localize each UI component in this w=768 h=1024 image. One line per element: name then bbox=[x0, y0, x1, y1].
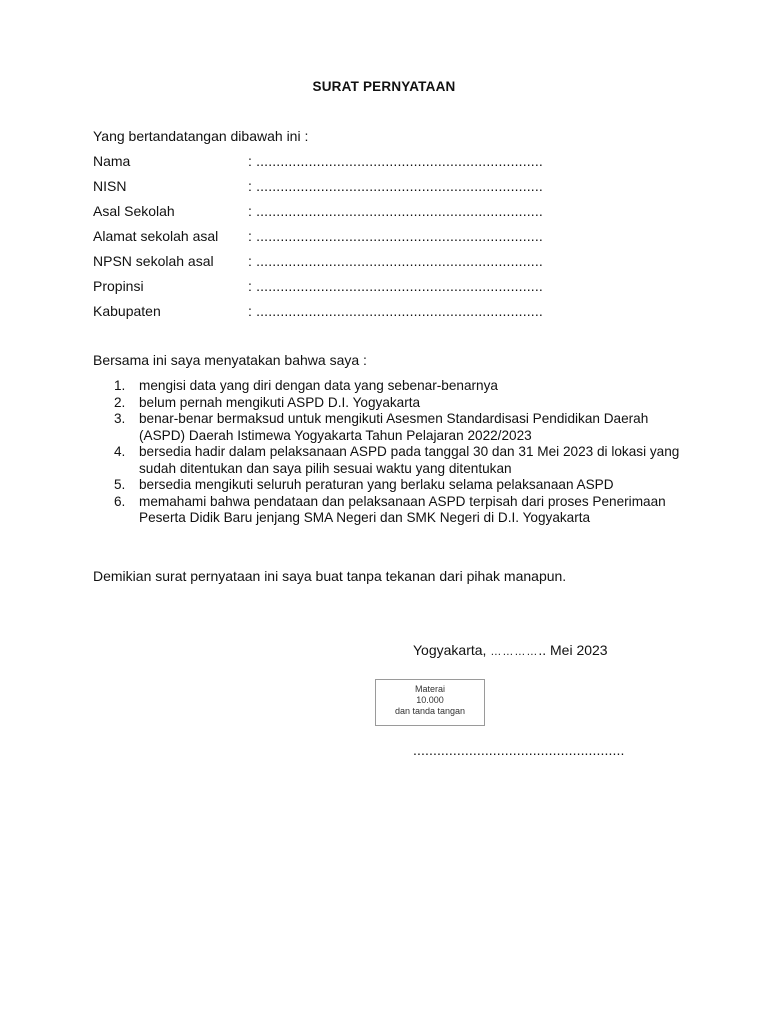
place-date bbox=[413, 642, 608, 658]
list-number: 4. bbox=[114, 444, 126, 459]
field-label: Propinsi bbox=[93, 278, 144, 294]
field-label: NISN bbox=[93, 178, 127, 194]
stamp-line: 10.000 bbox=[416, 695, 444, 705]
list-number: 1. bbox=[114, 378, 126, 393]
date-dots: ………… bbox=[490, 646, 539, 658]
stamp-line: dan tanda tangan bbox=[394, 706, 466, 716]
closing-text: Demikian surat pernyataan ini saya buat tanpa tekanan dari pihak manapun. bbox=[93, 568, 567, 584]
list-item bbox=[93, 395, 693, 412]
list-item bbox=[93, 477, 693, 494]
list-text: memahami bahwa pendataan dan pelaksanaan ASPD terpisah dari proses Penerimaan Peserta Didik Baru jenjang SMA Negeri dan SMK Negeri di D.I. Yogyakarta bbox=[139, 493, 666, 525]
list-item bbox=[93, 494, 693, 527]
field-label: Alamat sekolah asal bbox=[93, 228, 219, 244]
field-label: Nama bbox=[93, 153, 131, 169]
list-number: 6. bbox=[114, 493, 126, 509]
stamp-box bbox=[375, 679, 485, 726]
list-text: bersedia hadir dalam pelaksanaan ASPD pada tanggal 30 dan 31 Mei 2023 di lokasi yang sudah ditentukan dan saya pilih sesuai waktu yang ditentukan bbox=[139, 444, 680, 476]
field-value: : ....................................................................... bbox=[248, 253, 543, 269]
list-text: mengisi data yang diri dengan data yang sebenar-benarnya bbox=[139, 378, 498, 393]
intro-text: Yang bertandatangan dibawah ini : bbox=[93, 128, 309, 144]
list-item bbox=[93, 378, 693, 395]
list-item bbox=[93, 444, 693, 477]
date-suffix: .. Mei 2023 bbox=[538, 642, 608, 658]
list-number: 5. bbox=[114, 477, 126, 492]
list-number: 2. bbox=[114, 394, 126, 410]
field-label: Kabupaten bbox=[93, 303, 161, 319]
field-value: : ....................................................................... bbox=[248, 228, 543, 244]
field-value: : ....................................................................... bbox=[248, 153, 543, 169]
field-value: : ....................................................................... bbox=[248, 203, 543, 219]
list-text: benar-benar bermaksud untuk mengikuti Asesmen Standardisasi Pendidikan Daerah (ASPD) Daerah Istimewa Yogyakarta Tahun Pelajaran 2022/2023 bbox=[139, 411, 649, 443]
list-number: 3. bbox=[114, 411, 126, 426]
field-label: NPSN sekolah asal bbox=[93, 253, 214, 269]
field-value: : ....................................................................... bbox=[248, 303, 543, 319]
stamp-line: Materai bbox=[414, 684, 445, 694]
field-value: : ....................................................................... bbox=[248, 178, 543, 194]
signature-line: ..................................................... bbox=[413, 742, 625, 758]
list-item bbox=[93, 411, 693, 444]
field-label: Asal Sekolah bbox=[93, 203, 175, 219]
field-value: : ....................................................................... bbox=[248, 278, 543, 294]
list-text: belum pernah mengikuti ASPD D.I. Yogyakarta bbox=[139, 394, 421, 410]
statement-text: Bersama ini saya menyatakan bahwa saya : bbox=[93, 352, 367, 368]
list-text: bersedia mengikuti seluruh peraturan yang berlaku selama pelaksanaan ASPD bbox=[139, 477, 614, 492]
place-name: Yogyakarta, bbox=[413, 642, 487, 658]
declaration-list bbox=[93, 378, 693, 527]
document-title: SURAT PERNYATAAN bbox=[312, 79, 456, 94]
